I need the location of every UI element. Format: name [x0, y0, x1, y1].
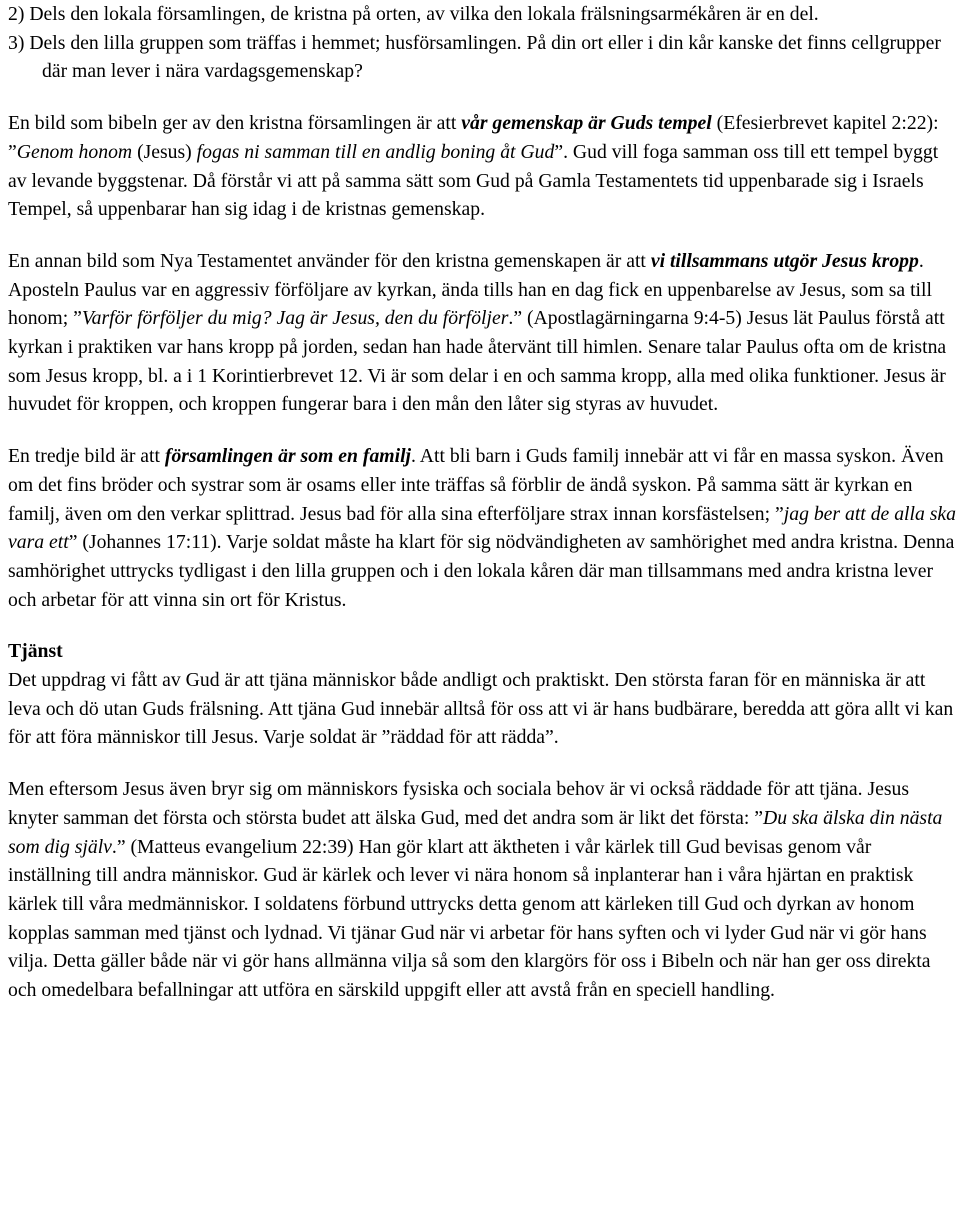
paragraph-family: [8, 442, 958, 614]
emphasis-text: vi tillsammans utgör Jesus kropp: [650, 249, 919, 272]
paragraph-gap: [8, 224, 958, 247]
paragraph-gap: [8, 86, 958, 109]
text-run: En annan bild som Nya Testamentet använder för den kristna gemenskapen är att: [8, 249, 651, 272]
text-run: (Efesierbrevet kapitel 2:22): ”: [8, 112, 939, 163]
list-item: 3) Dels den lilla gruppen som träffas i hemmet; husförsamlingen. På din ort eller i din kår kanske det finns cellgrupper där man lever i nära vardagsgemenskap?: [8, 31, 941, 83]
document-page: [8, 0, 958, 1005]
paragraph-love: [8, 775, 958, 1005]
text-run: En bild som bibeln ger av den kristna församlingen är att: [8, 112, 462, 135]
emphasis-text: församlingen är som en familj: [164, 445, 412, 468]
text-run: En tredje bild är att: [8, 445, 165, 468]
paragraph-service: Det uppdrag vi fått av Gud är att tjäna människor både andligt och praktiskt. Den största faran för en människa är att leva och dö utan Guds frälsning. Att tjäna Gud innebär alltså för oss att vi är hans budbärare, beredda att göra allt vi kan för att föra människor till Jesus. Varje soldat är ”räddad för att rädda”.: [8, 669, 954, 749]
paragraph-body: [8, 247, 958, 419]
text-run: ”. Gud vill foga samman oss till ett tempel byggt av levande byggstenar. Då förstår vi att på samma sätt som Gud på Gamla Testamentets tid uppenbarade sig i Israels Tempel, så uppenbarar han sig idag i de kristnas gemenskap.: [8, 140, 939, 221]
text-run: (Jesus): [132, 140, 197, 163]
text-run: Men eftersom Jesus även bryr sig om människors fysiska och sociala behov är vi också räddade för att tjäna. Jesus knyter samman det första och största budet att älska Gud, med det andra som är likt det första: ”: [8, 778, 910, 829]
text-run: .” (Matteus evangelium 22:39) Han gör klart att äktheten i vår kärlek till Gud bevisas genom vår inställning till andra människor. Gud är kärlek och lever vi nära honom så inplanterar han i våra hjärtan en praktisk kärlek till våra medmänniskor. I soldatens förbund uttrycks detta genom att kärleken till Gud och dyrkan av honom kopplas samman med tjänst och lydnad. Vi tjänar Gud när vi arbetar för hans syften och vi lyder Gud när vi gör hans vilja. Detta gäller både när vi gör hans allmänna vilja så som den klargörs för oss i Bibeln och när han ger oss direkta och omedelbara befallningar att utföra en särskild uppgift eller att avstå från en speciell handling.: [8, 835, 931, 1002]
quote-text: fogas ni samman till en andlig boning åt Gud: [196, 140, 555, 163]
paragraph-gap: [8, 419, 958, 442]
text-run: ” (Johannes 17:11). Varje soldat måste ha klart för sig nödvändigheten av samhörighet med andra kristna. Denna samhörighet uttrycks tydligast i den lilla gruppen och i den lokala kåren där man tillsammans med andra kristna lever och arbetar för att vinna sin ort för Kristus.: [8, 531, 955, 611]
paragraph-gap: [8, 614, 958, 637]
text-run: .” (Apostlagärningarna 9:4-5) Jesus lät Paulus förstå att kyrkan i praktiken var hans kropp på jorden, sedan han hade återvänt till himlen. Senare talar Paulus ofta om de kristna som Jesus kropp, bl. a i 1 Korintierbrevet 12. Vi är som delar i en och samma kropp, alla med olika funktioner. Jesus är huvudet för kroppen, och kroppen fungerar bara i den mån den låter sig styras av huvudet.: [8, 307, 947, 416]
text-run: . Att bli barn i Guds familj innebär att vi får en massa syskon. Även om det fins bröder och systrar som är osams eller inte träffas så förblir de ändå syskon. På samma sätt är kyrkan en familj, även om den verkar splittrad. Jesus bad för alla sina efterföljare strax innan korsfästelsen; ”: [8, 445, 944, 525]
text-run: . Aposteln Paulus var en aggressiv förföljare av kyrkan, ända tills han en dag fick en uppenbarelse av Jesus, som sa till honom; ”: [8, 249, 932, 330]
quote-text: Varför förföljer du mig? Jag är Jesus, den du förföljer: [81, 307, 509, 330]
quote-text: Du ska älska din nästa som dig själv: [8, 806, 943, 858]
paragraph-temple: [8, 109, 958, 224]
list-item: 2) Dels den lokala församlingen, de kristna på orten, av vilka den lokala frälsningsarmékåren är en del.: [8, 3, 819, 25]
section-heading: Tjänst: [8, 640, 63, 663]
paragraph-gap: [8, 752, 958, 775]
quote-text: Genom honom: [16, 140, 133, 163]
quote-text: jag ber att de alla ska vara ett: [8, 502, 956, 554]
emphasis-text: vår gemenskap är Guds tempel: [461, 112, 712, 135]
